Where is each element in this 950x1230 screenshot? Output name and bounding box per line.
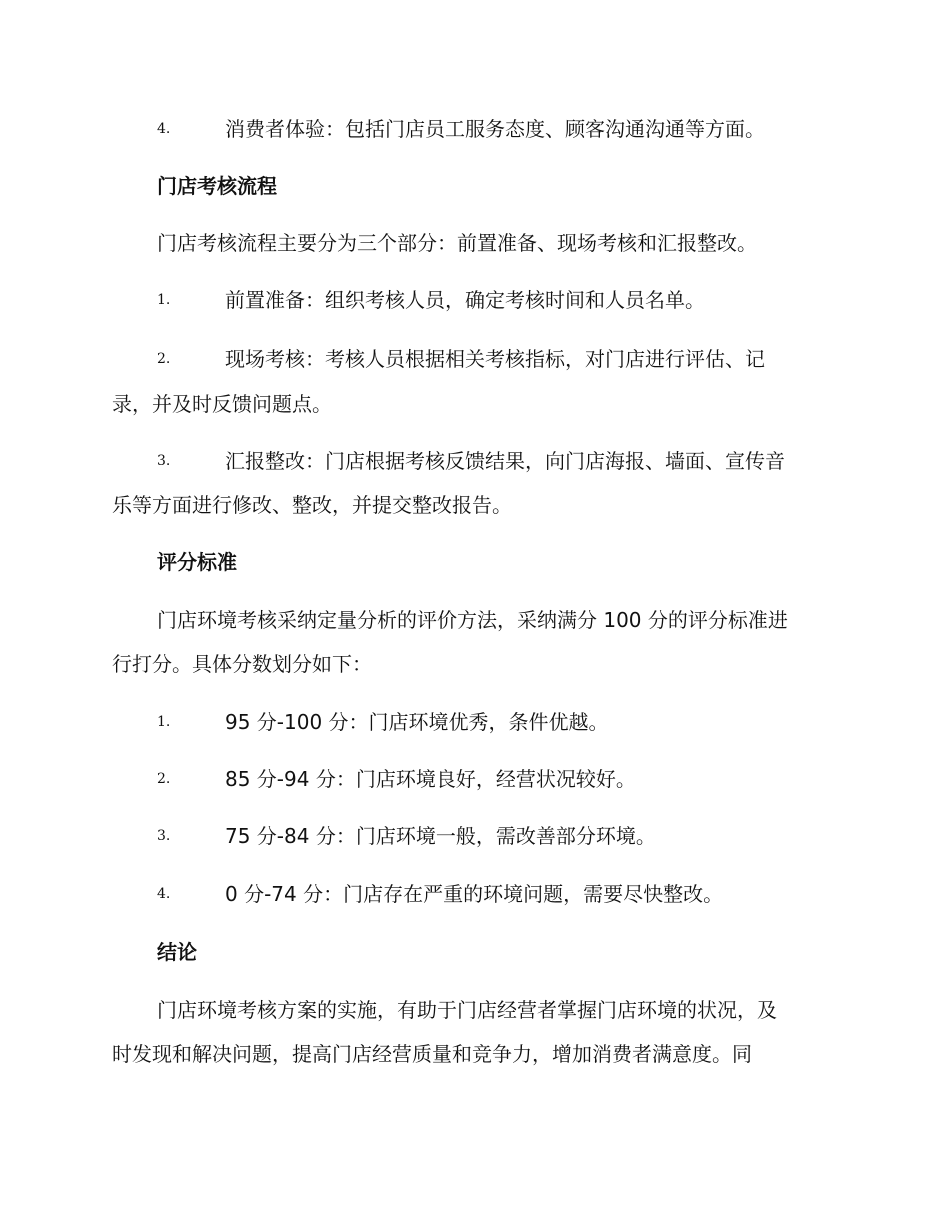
paragraph-scoring-intro-continuation: 行打分。具体分数划分如下： <box>112 652 372 676</box>
list-text: 0 分-74 分：门店存在严重的环境问题，需要尽快整改。 <box>225 882 724 906</box>
section-heading-scoring: 评分标准 <box>157 550 237 574</box>
list-item <box>157 447 838 475</box>
list-item <box>157 822 838 850</box>
list-text: 现场考核：考核人员根据相关考核指标，对门店进行评估、记 <box>225 347 765 371</box>
list-number: 1. <box>157 292 171 308</box>
list-text: 85 分-94 分：门店环境良好，经营状况较好。 <box>225 767 636 791</box>
list-text: 75 分-84 分：门店环境一般，需改善部分环境。 <box>225 824 656 848</box>
list-number: 3. <box>157 828 171 844</box>
list-number: 2. <box>157 351 171 367</box>
paragraph-process-intro: 门店考核流程主要分为三个部分：前置准备、现场考核和汇报整改。 <box>157 231 757 255</box>
list-text-continuation: 乐等方面进行修改、整改，并提交整改报告。 <box>112 493 512 517</box>
list-number: 4. <box>157 886 171 902</box>
list-text-continuation: 录，并及时反馈问题点。 <box>112 392 332 416</box>
list-number: 3. <box>157 453 171 469</box>
paragraph-conclusion-continuation: 时发现和解决问题，提高门店经营质量和竞争力，增加消费者满意度。同 <box>112 1042 752 1066</box>
list-item <box>157 708 838 736</box>
list-item <box>157 286 838 314</box>
list-item <box>157 115 838 143</box>
list-number: 2. <box>157 771 171 787</box>
list-number: 4. <box>157 121 171 137</box>
list-number: 1. <box>157 714 171 730</box>
section-heading-process: 门店考核流程 <box>157 174 277 198</box>
paragraph-conclusion: 门店环境考核方案的实施，有助于门店经营者掌握门店环境的状况，及 <box>157 998 777 1022</box>
list-item <box>157 880 838 908</box>
list-item <box>157 345 838 373</box>
list-item <box>157 765 838 793</box>
list-text: 95 分-100 分：门店环境优秀，条件优越。 <box>225 710 609 734</box>
list-text: 前置准备：组织考核人员，确定考核时间和人员名单。 <box>225 288 705 312</box>
list-text: 消费者体验：包括门店员工服务态度、顾客沟通沟通等方面。 <box>225 117 765 141</box>
paragraph-scoring-intro: 门店环境考核采纳定量分析的评价方法，采纳满分 100 分的评分标准进 <box>157 608 788 632</box>
list-text: 汇报整改：门店根据考核反馈结果，向门店海报、墙面、宣传音 <box>225 449 785 473</box>
section-heading-conclusion: 结论 <box>157 940 197 964</box>
